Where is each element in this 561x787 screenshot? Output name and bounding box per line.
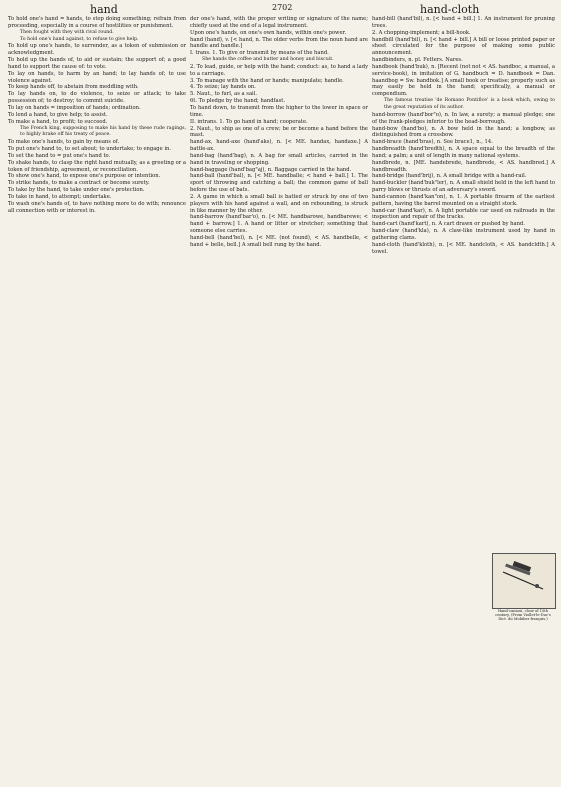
dictionary-entry: hand-cart (hand'kart), n. A cart drawn or pushed by hand.: [372, 221, 525, 228]
dictionary-entry: To lend a hand, to give help; to assist.: [8, 111, 108, 118]
dictionary-entry: handbrede, n. [ME. handebrede, handbrede, < AS. handbred.] A handbreadth.: [372, 159, 555, 173]
dictionary-entry: To keep hands off, to abstain from meddling with.: [8, 84, 139, 91]
column-3: [372, 16, 555, 256]
header-right-guideword: hand-cloth: [420, 3, 480, 16]
quotation: Then fought with they with rival round.: [20, 29, 114, 35]
dictionary-entry: hand-bow (hand'bo), n. A bow held in the hand; a longbow, as distinguished from a crossbow.: [372, 125, 555, 139]
dictionary-entry: handbook (hand'buk), n. [Recent (not not < AS. handboc, a manual, a service-book), in imitation of G. handbuch = D. handboek = Dan. haandbog = Sw. handbok.] A small book or treatise; properly such as may easily be held in the hand; specifically, a manual or compendium.: [372, 63, 555, 98]
dictionary-entry: handbill (hand'bil), n. [< hand + bill.] A bill or loose printed paper or sheet circulated for the purpose of making some public announcement.: [372, 36, 555, 57]
dictionary-entry: hand-ax, hand-axe (hand'aks), n. [< ME. handax, handaxe.] A battle-ax.: [190, 139, 368, 153]
dictionary-entry: 5. Naut., to furl, as a sail.: [190, 91, 258, 98]
dictionary-entry: To make a hand, to profit; to succeed.: [8, 118, 108, 125]
dictionary-entry: To set the hand to = put one's hand to.: [8, 152, 111, 159]
dictionary-entry: hand-bill (hand'bil), n. [< hand + bill.] 1. An instrument for pruning trees.: [372, 16, 555, 29]
dictionary-entry: hand-bridge (hand'brij), n. A small bridge with a hand-rail.: [372, 173, 527, 180]
quotation: The famous treatise 'de Romano Pontifice' is a book which, owing to the great reputation of its author.: [384, 98, 555, 110]
dictionary-entry: 2. To lead, guide, or help with the hand; conduct: as, to hand a lady to a carriage.: [190, 63, 368, 77]
dictionary-entry: 2. A game in which a small ball is batted or struck by one of two players with his hand against a wall, and on rebounding, is struck in like manner by the other.: [190, 193, 368, 214]
column-1: [8, 16, 186, 214]
dictionary-entry: hand-borrow (hand'bor"o), n. In law, a surety; a manual pledge; one of the frank-pledges inferior to the head-borrough.: [372, 111, 555, 125]
dictionary-entry: hand-brace (hand'bras), n. See brace1, n., 14.: [372, 139, 493, 146]
dictionary-entry: hand-cloth (hand'kloth), n. [< ME. handcloth, < AS. handcldth.] A towel.: [372, 241, 555, 255]
dictionary-entry: hand-buckler (hand'buk"ler), n. A small shield held in the left hand to parry blows or thrusts of an adversary's sword.: [372, 180, 555, 194]
dictionary-entry: To strike hands, to make a contract or become surety.: [8, 180, 150, 187]
dictionary-entry: To shake hands, to clasp the right hand mutually, as a greeting or a token of friendship, agreement, or reconciliation.: [8, 159, 186, 173]
dictionary-entry: hand-barrow (hand'bar'o), n. [< ME. handbarowe, handbarewe; < hand + barrow.] 1. A hand or litter or stretcher; something that someone else carries.: [190, 214, 368, 235]
page-number: 2702: [272, 3, 293, 12]
dictionary-entry: To lay on hands, to harm by an hand; to lay hands of; to use violence against.: [8, 70, 186, 84]
dictionary-entry: To lay on hands = imposition of hands; ordination.: [8, 104, 141, 111]
dictionary-entry: hand-claw (hand'kla), n. A claw-like instrument used by hand in gathering clams.: [372, 228, 555, 241]
quotation: She hands the coffee and butter and honey and biscuit.: [202, 57, 334, 63]
dictionary-entry: To hold one's hand = hands, to stop doing something; refrain from proceeding, especially in a course of hostilities or punishment.: [8, 16, 186, 29]
dictionary-entry: To wash one's hands of, to have nothing more to do with; renounce all connection with or interest in.: [8, 200, 186, 214]
dictionary-entry: To lay hands on, to do violence, to seize or attack; to take possession of; to destroy; to commit suicide.: [8, 91, 186, 105]
header-left-guideword: hand: [90, 3, 118, 16]
dictionary-entry: I. trans. 1. To give or transmit by means of the hand.: [190, 50, 329, 57]
hand-cannon-illustration: [492, 553, 556, 609]
dictionary-entry: To hold up the hands of, to aid or sustain; the support of; a good hand to support the cause of: to vote.: [8, 57, 186, 70]
dictionary-entry: II. intrans. 1. To go hand in hand; cooperate.: [190, 118, 308, 125]
quotation: The French king, supposing to make his hand by these rude ragings, to highly brake off his treaty of peace.: [20, 125, 186, 138]
dictionary-entry: hand-bag (hand'bag), n. A bag for small articles, carried in the hand in traveling or shopping.: [190, 152, 368, 166]
dictionary-entry: 6t. To pledge by the hand; handfast.: [190, 98, 285, 105]
dictionary-entry: der one's hand, with the proper writing or signature of the name; chiefly used at the end of a legal instrument.: [190, 16, 368, 29]
dictionary-entry: To make one's hands, to gain by means of.: [8, 139, 120, 146]
dictionary-entry: To show one's hand, to expose one's purpose or intention.: [8, 173, 161, 180]
dictionary-entry: Upon one's hands, on one's own hands, within one's power.: [190, 29, 347, 36]
column-2: [190, 16, 368, 249]
illustration-caption: Hand-cannon, close of 15th century. (From Viollet-le-Duc's Dict. du Mobilier français.): [495, 609, 551, 622]
dictionary-entry: hand-ball (hand'bal), n. [< ME. handballe; < hand + ball.] 1. The sport of throwing and catching a ball; the common game of ball before the use of bats.: [190, 173, 368, 194]
dictionary-entry: handbreadth (hand'bredth), n. A space equal to the breadth of the hand; a palm; a unit of length in many national systems.: [372, 146, 555, 159]
dictionary-entry: To hold up one's hands, to surrender, as a token of submission or acknowledgment.: [8, 43, 186, 57]
dictionary-entry: 3. To manage with the hand or hands; manipulate; handle.: [190, 77, 344, 84]
dictionary-entry: 2. A chopping-implement; a bill-hook.: [372, 29, 471, 36]
dictionary-entry: To take in hand, to attempt; undertake.: [8, 193, 112, 200]
dictionary-entry: hand (hand), v. [< hand, n. The older verbs from the noun hand are handle and handle.]: [190, 36, 368, 50]
quotation: To hold one's hand against, to refuse to give help.: [20, 36, 139, 42]
dictionary-entry: hand-bell (hand'bel), n. [< ME. (not found), < AS. handbelle, < hand + belle, bell.] A small bell rung by the hand.: [190, 235, 368, 248]
dictionary-entry: 2. Naut., to ship as one of a crew; be or become a hand before the mast.: [190, 125, 368, 139]
dictionary-entry: To put one's hand to, to set about; to undertake; to engage in.: [8, 146, 171, 153]
dictionary-entry: handbinders, n. pl. Fetters. Nares.: [372, 57, 463, 64]
dictionary-entry: hand-cannon (hand'kan"on), n. 1. A portable firearm of the earliest pattern, having the barrel mounted on a straight stock.: [372, 193, 555, 207]
dictionary-entry: hand-baggage (hand'bag"aj), n. Baggage carried in the hand.: [190, 166, 352, 173]
dictionary-entry: To take by the hand, to take under one's protection.: [8, 187, 145, 194]
dictionary-entry: hand-car (hand'kar), n. A light portable car used on railroads in the inspection and repair of the tracks.: [372, 207, 555, 221]
dictionary-entry: 4. To seize; lay hands on.: [190, 84, 256, 91]
dictionary-entry: To hand down, to transmit from the higher to the lower in space or time.: [190, 104, 368, 118]
